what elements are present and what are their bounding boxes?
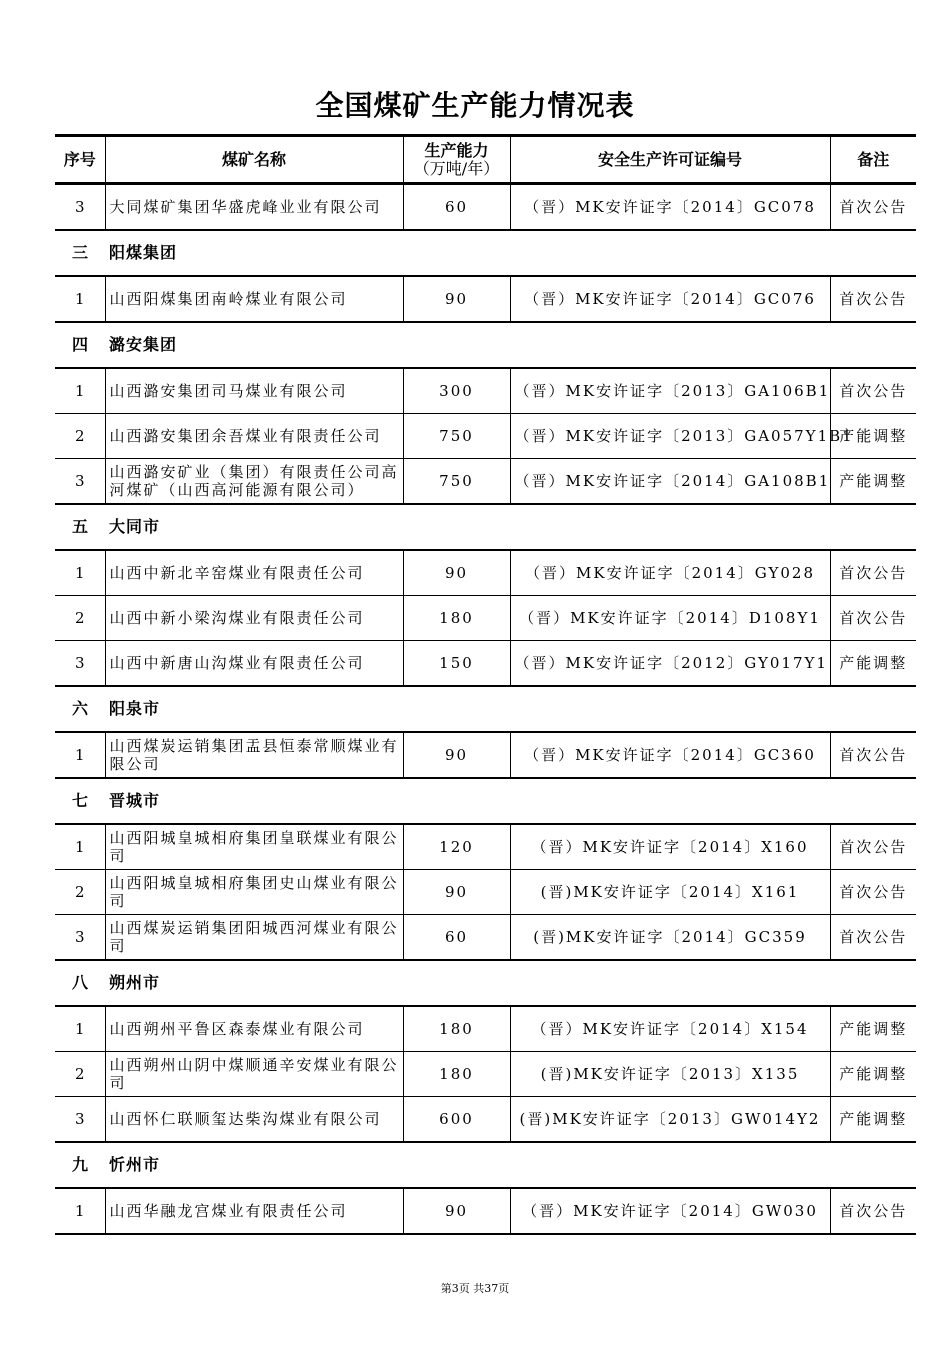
cell-license: (晋)MK安许证字〔2014〕GC359 xyxy=(510,915,830,961)
cell-seq: 2 xyxy=(55,870,105,915)
group-row xyxy=(55,1142,916,1188)
table-row xyxy=(55,596,916,641)
cell-note: 产能调整 xyxy=(830,641,916,687)
table-row xyxy=(55,1188,916,1234)
coal-mine-table xyxy=(55,134,916,1235)
cell-capacity: 90 xyxy=(403,732,510,778)
cell-license: （晋）MK安许证字〔2014〕GW030 xyxy=(510,1188,830,1234)
group-seq: 四 xyxy=(55,322,105,368)
page-title: 全国煤矿生产能力情况表 xyxy=(315,89,635,122)
cell-seq: 3 xyxy=(55,184,105,231)
cell-note: 首次公告 xyxy=(830,276,916,322)
cell-note: 产能调整 xyxy=(830,1097,916,1143)
cell-capacity: 180 xyxy=(403,1006,510,1052)
cell-capacity: 150 xyxy=(403,641,510,687)
group-name: 潞安集团 xyxy=(105,322,916,368)
cell-seq: 1 xyxy=(55,1188,105,1234)
cell-license: （晋）MK安许证字〔2014〕D108Y1 xyxy=(510,596,830,641)
cell-capacity: 300 xyxy=(403,368,510,414)
table-row xyxy=(55,550,916,596)
cell-license: （晋）MK安许证字〔2013〕GA106B1 xyxy=(510,368,830,414)
cell-mine-name: 山西潞安矿业（集团）有限责任公司高河煤矿（山西高河能源有限公司） xyxy=(105,459,403,505)
group-seq: 七 xyxy=(55,778,105,824)
cell-license: (晋)MK安许证字〔2013〕GW014Y2 xyxy=(510,1097,830,1143)
cell-seq: 2 xyxy=(55,414,105,459)
cell-capacity: 90 xyxy=(403,1188,510,1234)
cell-mine-name: 山西朔州平鲁区森泰煤业有限公司 xyxy=(105,1006,403,1052)
group-seq: 三 xyxy=(55,230,105,276)
table-row xyxy=(55,184,916,231)
cell-license: （晋）MK安许证字〔2014〕GA108B1 xyxy=(510,459,830,505)
group-name: 朔州市 xyxy=(105,960,916,1006)
cell-mine-name: 山西中新唐山沟煤业有限责任公司 xyxy=(105,641,403,687)
table-row xyxy=(55,824,916,870)
cell-capacity: 90 xyxy=(403,276,510,322)
group-name: 大同市 xyxy=(105,504,916,550)
table-row xyxy=(55,459,916,505)
cell-mine-name: 山西怀仁联顺玺达柴沟煤业有限公司 xyxy=(105,1097,403,1143)
cell-license: （晋）MK安许证字〔2014〕GC360 xyxy=(510,732,830,778)
cell-note: 首次公告 xyxy=(830,732,916,778)
header-seq: 序号 xyxy=(55,136,105,184)
header-capacity-line1: 生产能力 xyxy=(424,140,489,160)
cell-seq: 1 xyxy=(55,550,105,596)
cell-seq: 1 xyxy=(55,368,105,414)
cell-capacity: 180 xyxy=(403,1052,510,1097)
cell-seq: 2 xyxy=(55,1052,105,1097)
cell-mine-name: 山西中新北辛窑煤业有限责任公司 xyxy=(105,550,403,596)
cell-note: 首次公告 xyxy=(830,824,916,870)
cell-capacity: 90 xyxy=(403,870,510,915)
table-row xyxy=(55,1006,916,1052)
group-name: 阳煤集团 xyxy=(105,230,916,276)
cell-license: （晋）MK安许证字〔2014〕X154 xyxy=(510,1006,830,1052)
table-row xyxy=(55,1052,916,1097)
cell-license: (晋)MK安许证字〔2014〕X161 xyxy=(510,870,830,915)
table-row xyxy=(55,414,916,459)
group-row xyxy=(55,504,916,550)
table-row xyxy=(55,1097,916,1143)
cell-license: （晋）MK安许证字〔2014〕GC078 xyxy=(510,184,830,231)
cell-license: （晋）MK安许证字〔2012〕GY017Y1 xyxy=(510,641,830,687)
cell-capacity: 600 xyxy=(403,1097,510,1143)
group-seq: 六 xyxy=(55,686,105,732)
cell-note: 产能调整 xyxy=(830,414,916,459)
cell-license: （晋）MK安许证字〔2014〕GC076 xyxy=(510,276,830,322)
page-footer: 第3页 共37页 xyxy=(440,1282,510,1295)
cell-mine-name: 大同煤矿集团华盛虎峰业业有限公司 xyxy=(105,184,403,231)
table-row xyxy=(55,276,916,322)
cell-note: 产能调整 xyxy=(830,1006,916,1052)
header-capacity xyxy=(403,136,510,184)
group-name: 阳泉市 xyxy=(105,686,916,732)
group-row xyxy=(55,322,916,368)
cell-seq: 1 xyxy=(55,276,105,322)
cell-note: 首次公告 xyxy=(830,870,916,915)
table-row xyxy=(55,915,916,961)
cell-note: 首次公告 xyxy=(830,550,916,596)
group-seq: 八 xyxy=(55,960,105,1006)
cell-note: 产能调整 xyxy=(830,1052,916,1097)
cell-mine-name: 山西潞安集团余吾煤业有限责任公司 xyxy=(105,414,403,459)
group-row xyxy=(55,960,916,1006)
cell-mine-name: 山西华融龙宫煤业有限责任公司 xyxy=(105,1188,403,1234)
table-header-row xyxy=(55,136,916,184)
group-seq: 九 xyxy=(55,1142,105,1188)
table-row xyxy=(55,641,916,687)
group-name: 忻州市 xyxy=(105,1142,916,1188)
cell-mine-name: 山西潞安集团司马煤业有限公司 xyxy=(105,368,403,414)
table-row xyxy=(55,368,916,414)
cell-mine-name: 山西阳煤集团南岭煤业有限公司 xyxy=(105,276,403,322)
cell-mine-name: 山西中新小梁沟煤业有限责任公司 xyxy=(105,596,403,641)
cell-mine-name: 山西阳城皇城相府集团皇联煤业有限公司 xyxy=(105,824,403,870)
cell-mine-name: 山西煤炭运销集团阳城西河煤业有限公司 xyxy=(105,915,403,961)
cell-capacity: 60 xyxy=(403,915,510,961)
group-row xyxy=(55,686,916,732)
cell-seq: 1 xyxy=(55,824,105,870)
group-name: 晋城市 xyxy=(105,778,916,824)
cell-seq: 2 xyxy=(55,596,105,641)
header-note: 备注 xyxy=(830,136,916,184)
cell-note: 产能调整 xyxy=(830,459,916,505)
cell-license: （晋）MK安许证字〔2013〕GA057Y1B1 xyxy=(510,414,830,459)
cell-capacity: 750 xyxy=(403,414,510,459)
cell-mine-name: 山西阳城皇城相府集团史山煤业有限公司 xyxy=(105,870,403,915)
cell-mine-name: 山西朔州山阴中煤顺通辛安煤业有限公司 xyxy=(105,1052,403,1097)
cell-mine-name: 山西煤炭运销集团盂县恒泰常顺煤业有限公司 xyxy=(105,732,403,778)
cell-license: （晋）MK安许证字〔2014〕X160 xyxy=(510,824,830,870)
cell-license: （晋）MK安许证字〔2014〕GY028 xyxy=(510,550,830,596)
cell-seq: 1 xyxy=(55,1006,105,1052)
cell-seq: 3 xyxy=(55,915,105,961)
table-row xyxy=(55,870,916,915)
header-name: 煤矿名称 xyxy=(105,136,403,184)
cell-license: (晋)MK安许证字〔2013〕X135 xyxy=(510,1052,830,1097)
cell-capacity: 90 xyxy=(403,550,510,596)
cell-note: 首次公告 xyxy=(830,1188,916,1234)
cell-note: 首次公告 xyxy=(830,368,916,414)
table-row xyxy=(55,732,916,778)
cell-capacity: 750 xyxy=(403,459,510,505)
cell-capacity: 60 xyxy=(403,184,510,231)
group-row xyxy=(55,230,916,276)
cell-seq: 3 xyxy=(55,1097,105,1143)
cell-seq: 3 xyxy=(55,641,105,687)
cell-seq: 3 xyxy=(55,459,105,505)
table-body xyxy=(55,184,916,1235)
group-row xyxy=(55,778,916,824)
header-license: 安全生产许可证编号 xyxy=(510,136,830,184)
cell-note: 首次公告 xyxy=(830,596,916,641)
group-seq: 五 xyxy=(55,504,105,550)
cell-note: 首次公告 xyxy=(830,915,916,961)
cell-capacity: 120 xyxy=(403,824,510,870)
cell-note: 首次公告 xyxy=(830,184,916,231)
header-capacity-line2: （万吨/年） xyxy=(413,158,500,178)
cell-capacity: 180 xyxy=(403,596,510,641)
cell-seq: 1 xyxy=(55,732,105,778)
